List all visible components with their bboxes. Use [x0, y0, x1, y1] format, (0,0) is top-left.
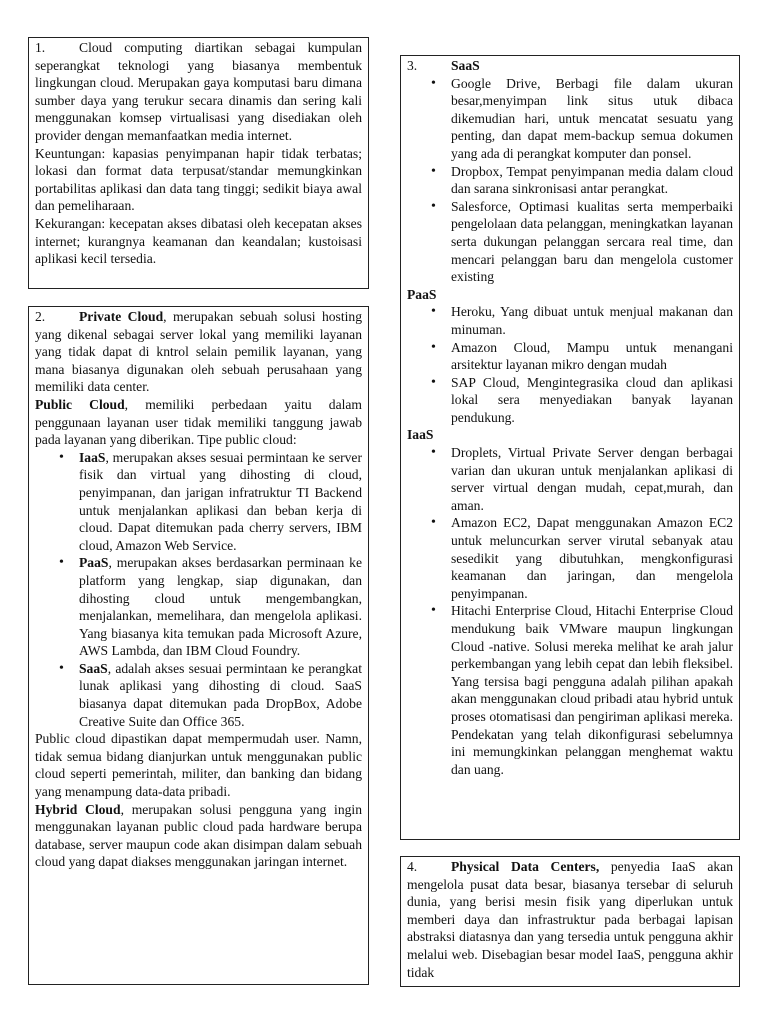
- section-2-box: [28, 306, 369, 985]
- section-3-number: 3.: [407, 58, 418, 73]
- public-cloud-types-list: [35, 449, 362, 731]
- saas-heading: 3. SaaS: [407, 58, 480, 73]
- section-3-box: [400, 55, 740, 840]
- list-item: • Hitachi Enterprise Cloud, Hitachi Enterprise Cloud mendukung baik VMware maupun lingkungan Cloud -native. Solusi mereka melihat ke arah jalur perkembangan yang lebih cepat dan lebih fleksibel. Yang tersisa bagi pengguna adalah pilihan apakah akan menggunakan cloud pribadi atau hybrid untuk proses otomatisasi dan pengiriman aplikasi mereka. Pendekatan yang telah dikonfigurasi sebelumnya ini memungkinkan pelanggan menghemat waktu dan uang.: [407, 602, 733, 778]
- section-2-number: 2.: [35, 309, 46, 324]
- iaas-heading: IaaS: [407, 427, 434, 443]
- list-item: • SaaS, adalah akses sesuai permintaan ke perangkat lunak aplikasi yang dihosting di cloud. SaaS biasanya dapat ditemukan pada DropBox, Adobe Creative Suite dan Office 365.: [35, 660, 362, 730]
- list-item: • Dropbox, Tempat penyimpanan media dalam cloud dan sarana sinkronisasi antar perangkat.: [407, 163, 733, 198]
- saas-examples-list: [407, 75, 733, 286]
- section-1-box: [28, 37, 369, 289]
- paas-heading: PaaS: [407, 286, 437, 302]
- section-4-number: 4.: [407, 859, 418, 874]
- private-cloud-paragraph: 2. Private Cloud, merupakan sebuah solusi hosting yang dikenal sebagai server lokal yang memiliki layanan yang tidak dapat di kntrol selain pemilik layanan, yang mana biasanya digunakan oleh sebuah perusahaan yang memiliki data center.: [35, 309, 362, 395]
- iaas-examples-list: [407, 444, 733, 778]
- public-cloud-note: Public cloud dipastikan dapat mempermudah user. Namn, tidak semua bidang dianjurkan untuk menggunakan public cloud seperti pemerintah, militer, dan banking dan bidang yang menampung data-data pribadi.: [35, 731, 362, 800]
- section-1-number: 1.: [35, 40, 46, 55]
- paas-examples-list: [407, 303, 733, 426]
- list-item: • Amazon EC2, Dapat menggunakan Amazon EC2 untuk meluncurkan server virutal sebanyak atau sesedikit yang dibutuhkan, mengkonfigurasi keamanan dan jaringan, dan mengelola penyimpanan.: [407, 514, 733, 602]
- section-1-advantages: Keuntungan: kapasias penyimpanan hapir tidak terbatas; lokasi dan format data terpusat/standar memungkinkan portabilitas aplikasi dan data tang tinggi; sedikit biaya awal dan pemeliharaan.: [35, 145, 362, 214]
- list-item: • IaaS, merupakan akses sesuai permintaan ke server fisik dan virtual yang dihosting di cloud, penyimpanan, dan jarigan infratruktur TI Backend untuk menjalankan aplikasi dan beban kerja di cloud. Dapat ditemukan pada cherry servers, IBM cloud, Amazon Web Service.: [35, 449, 362, 555]
- section-1-intro: 1. Cloud computing diartikan sebagai kumpulan seperangkat teknologi yang biasanya membentuk lingkungan cloud. Merupakan gaya komputasi baru dimana sumber daya yang terukur secara dinamis dan sering kali menggunakan komsep virtualisasi yang disediakan oleh provider dengan memanfaatkan media internet.: [35, 40, 362, 143]
- list-item: • Salesforce, Optimasi kualitas serta memperbaiki pengelolaan data pelanggan, meningkatkan layanan serta dukungan pelanggan sercara real time, dan mencari pelanggan baru dan mengelola customer existing: [407, 198, 733, 286]
- section-4-box: [400, 856, 740, 987]
- section-1-disadvantages: Kekurangan: kecepatan akses dibatasi oleh kecepatan akses internet; kurangnya keamanan dan keandalan; kustoisasi aplikasi kecil tersedia.: [35, 215, 362, 267]
- public-cloud-paragraph: Public Cloud, memiliki perbedaan yaitu dalam penggunaan layanan user tidak memiliki tanggung jawab pada layanan yang diberikan. Tipe public cloud:: [35, 396, 362, 448]
- hybrid-cloud-paragraph: Hybrid Cloud, merupakan solusi pengguna yang ingin menggunakan layanan public cloud pada hardware berupa database, server maupun code akan disimpan dalam sebuah cloud yang dapat diakses menggunakan jaringan internet.: [35, 801, 362, 870]
- list-item: • Droplets, Virtual Private Server dengan berbagai varian dan ukuran untuk menjalankan aplikasi di server virtual dengan mudah, cepat,murah, dan aman.: [407, 444, 733, 514]
- list-item: • PaaS, merupakan akses berdasarkan perminaan ke platform yang lengkap, siap digunakan, dan dihosting cloud untuk mengembangkan, menjalankan, memelihara, dan mengelola aplikasi. Yang biasanya kita temukan pada Microsoft Azure, AWS Lambda, dan IBM Cloud Foundry.: [35, 554, 362, 660]
- list-item: • Heroku, Yang dibuat untuk menjual makanan dan minuman.: [407, 303, 733, 338]
- public-cloud-title: Public Cloud: [35, 396, 125, 412]
- physical-data-centers-title: Physical Data Centers,: [451, 859, 600, 874]
- physical-data-centers-paragraph: 4. Physical Data Centers, penyedia IaaS akan mengelola pusat data besar, biasanya tersebar di seluruh dunia, yang berisi mesin fisik yang diperlukan untuk memberi daya dan infrastruktur pada berbagai lapisan abstraksi diatasnya dan yang tersedia untuk pengguna akhir melalui web. Disebagian besar model IaaS, pengguna akhir tidak: [407, 859, 734, 980]
- private-cloud-title: Private Cloud: [79, 309, 164, 324]
- hybrid-cloud-title: Hybrid Cloud: [35, 801, 121, 817]
- list-item: • Google Drive, Berbagi file dalam ukuran besar,menyimpan link situs utuk dibaca dikemudian hari, untuk mencatat sesuatu yang penting, dan dapat mem-backup semua dokumen yang ada di perangkat komputer dan ponsel.: [407, 75, 733, 163]
- list-item: • Amazon Cloud, Mampu untuk menangani arsitektur layanan mikro dengan mudah: [407, 339, 733, 374]
- list-item: • SAP Cloud, Mengintegrasika cloud dan aplikasi lokal sera menyediakan banyak layanan pendukung.: [407, 374, 733, 427]
